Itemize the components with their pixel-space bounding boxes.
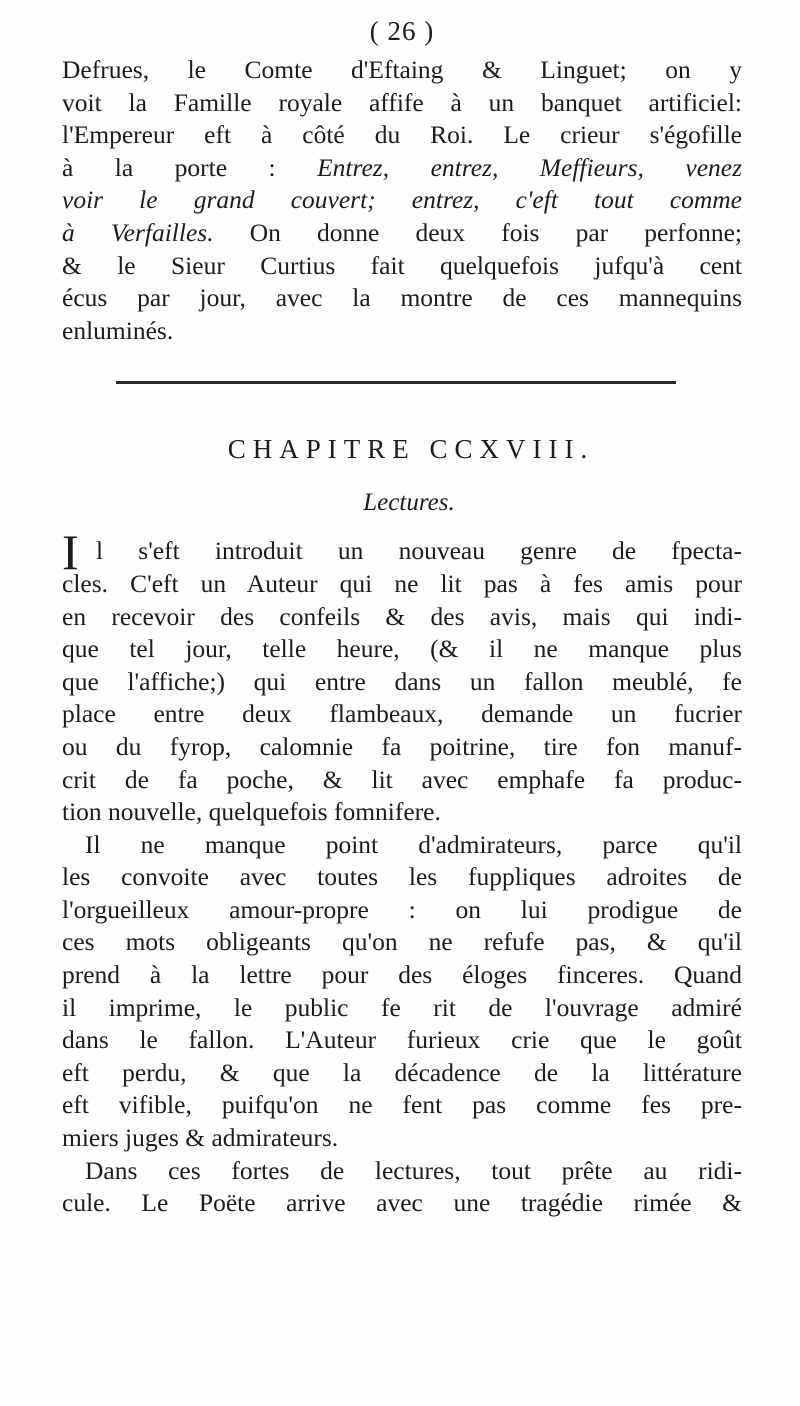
text-line: en recevoir des confeils & des avis, mais qui indi- — [62, 601, 742, 631]
text-line: ces mots obligeants qu'on ne refufe pas, & qu'il — [62, 927, 742, 957]
text-line: que l'affiche;) qui entre dans un fallon meublé, fe — [62, 666, 742, 696]
text-line: miers juges & admirateurs. — [62, 1123, 339, 1153]
text-line: prend à la lettre pour des éloges finceres. Quand — [62, 960, 742, 990]
text-line: il imprime, le public fe rit de l'ouvrage admiré — [62, 992, 742, 1022]
text-line — [62, 184, 742, 217]
text-line: enluminés. — [62, 315, 174, 345]
text-line: eft vifible, puifqu'on ne fent pas comme fes pre- — [62, 1090, 742, 1120]
text-line — [62, 152, 742, 185]
italic-quote: à Verfailles. — [62, 217, 214, 247]
italic-quote: voir le grand couvert; entrez, c'eft tout comme — [62, 185, 742, 215]
italic-quote: Entrez, entrez, Meffieurs, venez — [317, 152, 742, 182]
text-line: voit la Famille royale affife à un banquet artificiel: — [62, 87, 742, 117]
horizontal-rule — [116, 381, 676, 384]
text-line: cles. C'eft un Auteur qui ne lit pas à fes amis pour — [62, 568, 742, 598]
opening-paragraph — [62, 54, 742, 347]
text-line: écus par jour, avec la montre de ces mannequins — [62, 283, 742, 313]
text-line: & le Sieur Curtius fait quelquefois jufqu'à cent — [62, 250, 742, 280]
text-line: crit de fa poche, & lit avec emphafe fa produc- — [62, 764, 742, 794]
chapter-title: CHAPITRE CCXVIII. — [227, 434, 595, 465]
text-line: eft perdu, & que la décadence de la littérature — [62, 1057, 742, 1087]
text-line: place entre deux flambeaux, demande un fucrier — [62, 699, 742, 729]
body-paragraph — [62, 524, 742, 828]
text-line: l'orgueilleux amour-propre : on lui prodigue de — [62, 894, 742, 924]
text-line: Defrues, le Comte d'Eftaing & Linguet; on y — [62, 55, 742, 84]
text-line: Dans ces fortes de lectures, tout prête au ridi- — [85, 1155, 742, 1185]
text-line: que tel jour, telle heure, (& il ne manque plus — [62, 634, 742, 664]
text-line: ou du fyrop, calomnie fa poitrine, tire fon manuf- — [62, 731, 742, 761]
second-paragraph — [62, 829, 742, 1155]
text-run: On donne deux fois par perfonne; — [213, 217, 742, 247]
text-line: les convoite avec toutes les fuppliques adroites de — [62, 862, 742, 892]
text-run: à la porte : — [62, 152, 318, 182]
chapter-divider — [62, 381, 742, 389]
text-line: tion nouvelle, quelquefois fomnifere. — [62, 797, 441, 827]
text-line — [62, 217, 742, 250]
text-line: Il ne manque point d'admirateurs, parce qu'il — [85, 829, 742, 859]
text-line: dans le fallon. L'Auteur furieux crie que le goût — [62, 1025, 742, 1055]
page-number: ( 26 ) — [369, 16, 435, 46]
text-line: l'Empereur eft à côté du Roi. Le crieur s'égofille — [62, 120, 742, 150]
third-paragraph — [62, 1155, 742, 1220]
drop-cap: I — [62, 524, 79, 581]
text-line: l s'eft introduit un nouveau genre de fpecta- — [96, 536, 742, 566]
section-title: Lectures. — [363, 489, 455, 517]
book-page — [62, 14, 742, 1220]
text-line: cule. Le Poëte arrive avec une tragédie rimée & — [62, 1188, 742, 1218]
